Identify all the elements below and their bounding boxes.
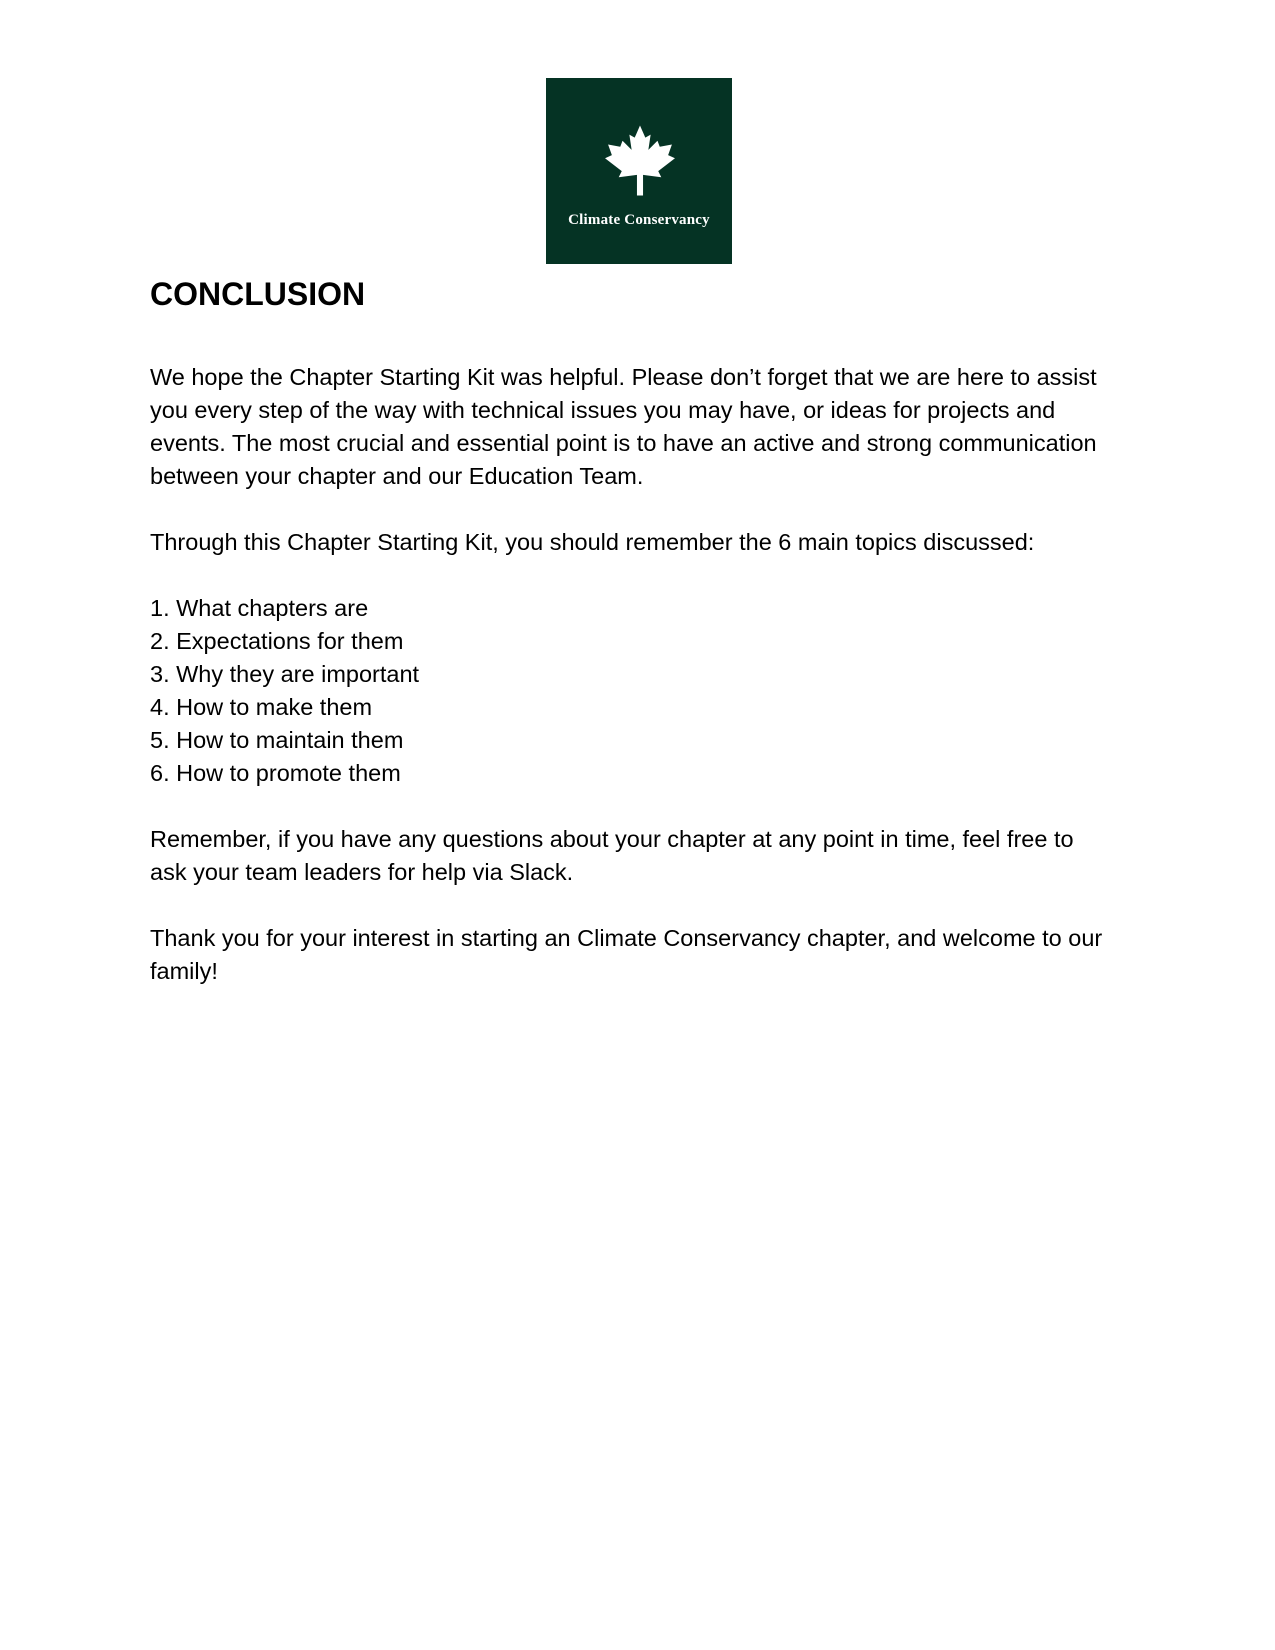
document-body xyxy=(150,268,1110,988)
topics-list xyxy=(150,592,1110,790)
questions-paragraph: Remember, if you have any questions about your chapter at any point in time, feel free to ask your team leaders for help via Slack. xyxy=(150,826,1074,885)
topics-intro-paragraph: Through this Chapter Starting Kit, you should remember the 6 main topics discussed: xyxy=(150,529,1035,555)
list-item: 5. How to maintain them xyxy=(150,727,404,753)
list-item: 4. How to make them xyxy=(150,694,373,720)
intro-paragraph: We hope the Chapter Starting Kit was helpful. Please don’t forget that we are here to assist you every step of the way with technical issues you may have, or ideas for projects and events. The most crucial and essential point is to have an active and strong communication between your chapter and our Education Team. xyxy=(150,364,1097,489)
thank-you-paragraph: Thank you for your interest in starting an Climate Conservancy chapter, and welcome to our family! xyxy=(150,925,1103,984)
list-item: 2. Expectations for them xyxy=(150,628,404,654)
list-item: 1. What chapters are xyxy=(150,595,369,621)
list-item: 3. Why they are important xyxy=(150,661,420,687)
page-title: CONCLUSION xyxy=(150,276,366,312)
climate-conservancy-logo xyxy=(546,78,732,264)
list-item: 6. How to promote them xyxy=(150,760,401,786)
logo-text: Climate Conservancy xyxy=(568,212,710,228)
maple-leaf-icon xyxy=(602,124,678,200)
